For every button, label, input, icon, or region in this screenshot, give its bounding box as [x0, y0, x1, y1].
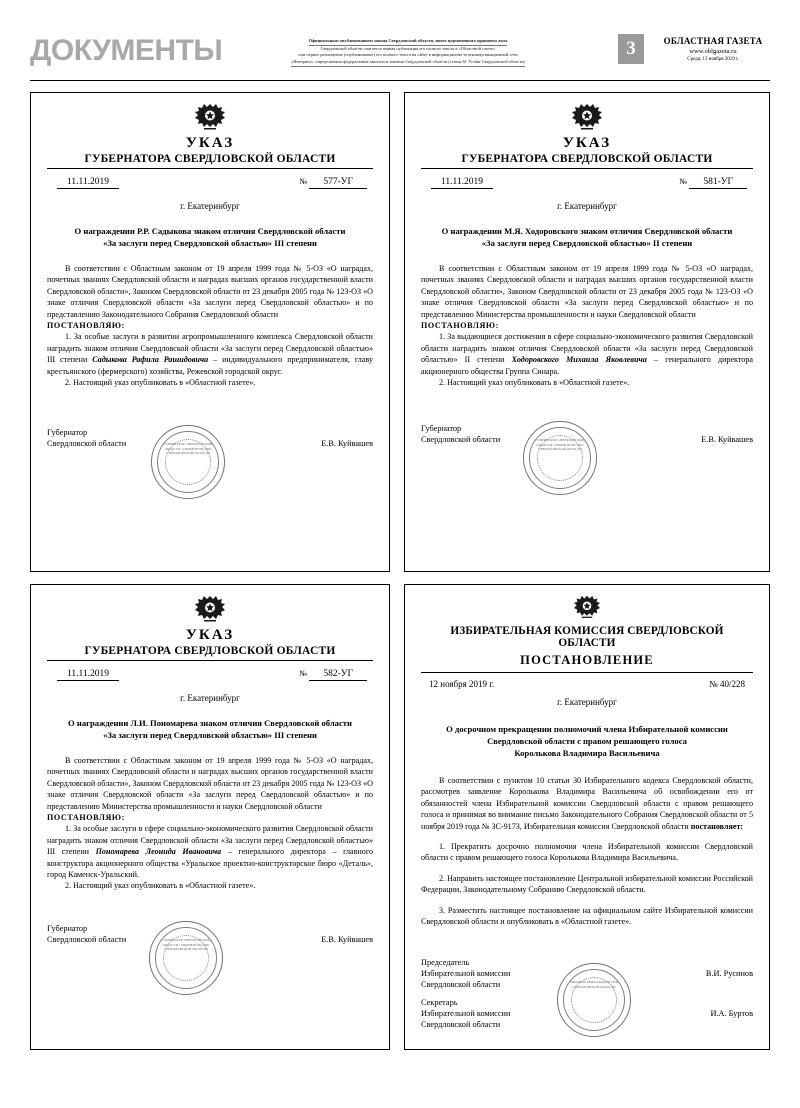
signature-name: Е.В. Куйвашев	[701, 435, 753, 444]
document-card-ukaz-577	[30, 92, 390, 572]
signature-role-line-2: Свердловской области	[421, 435, 501, 444]
document-heading-line-1: О награждении Л.И. Пономарева знаком отличия Свердловской области	[68, 718, 352, 728]
document-heading-line-2: «За заслуги перед Свердловской областью» III степени	[103, 238, 317, 248]
legal-note-line-4: «Интернет», определяемом федеральным законом и законом Свердловской области (статья 61 Устава Свердловской области)	[291, 59, 525, 67]
paper-info	[654, 36, 772, 62]
document-paragraph-1: В соответствии с пунктом 10 статьи 30 Избирательного кодекса Свердловской области, рассмотрев заявление Королькова Владимира Васильевича об освобождении его от обязанностей члена Избирательной комиссии Свердловской области с правом решающего голоса и принимая во внимание письмо Законодательного Собрания Свердловской области от 5 ноября 2019 года № ЗС-9173, Избирательная комиссия Свердловской области постановляет:	[421, 776, 753, 831]
sverdlovsk-coat-of-arms-icon	[572, 595, 602, 621]
signature-role-line-2: Избирательной комиссии	[421, 1009, 511, 1018]
document-date: 11.11.2019	[57, 177, 119, 189]
document-title: УКАЗ	[185, 627, 235, 643]
signature-role-line-1: Губернатор	[421, 424, 462, 433]
awardee-name: Ходоровского Михаила Яковлевича	[511, 355, 647, 365]
signature-name: И.А. Буртов	[710, 1009, 753, 1018]
document-item-2: 2. Направить настоящее постановление Центральной избирательной комиссии Российской Федерации, Законодательному Собранию Свердловской области.	[421, 873, 753, 895]
document-resolve-word: ПОСТАНОВЛЯЮ:	[47, 813, 125, 823]
document-date: 11.11.2019	[431, 177, 493, 189]
document-item-2: 2. Настоящий указ опубликовать в «Областной газете».	[439, 378, 630, 388]
document-subtitle: ГУБЕРНАТОРА СВЕРДЛОВСКОЙ ОБЛАСТИ	[421, 153, 753, 169]
document-subtitle: ГУБЕРНАТОРА СВЕРДЛОВСКОЙ ОБЛАСТИ	[47, 153, 373, 169]
signature-role-line-3: Свердловской области	[421, 1020, 501, 1029]
seal-text: ИЗБИРАТЕЛЬНАЯ КОМИССИЯ СВЕРДЛОВСКОЙ ОБЛАСТИ	[570, 980, 618, 989]
document-heading-line-2: «За заслуги перед Свердловской областью» II степени	[481, 238, 693, 248]
sverdlovsk-coat-of-arms-icon	[193, 595, 227, 625]
document-meta	[47, 177, 373, 199]
document-number-value: 581-УГ	[689, 177, 747, 189]
document-date: 11.11.2019	[57, 669, 119, 681]
signature-role-line-2: Свердловской области	[47, 935, 127, 944]
document-item-2: 2. Настоящий указ опубликовать в «Областной газете».	[65, 378, 256, 388]
document-body	[421, 775, 753, 927]
signature-role	[421, 957, 510, 990]
signature-role	[47, 427, 126, 449]
awardee-name: Пономарева Леонида Ивановича	[95, 847, 222, 857]
paper-website[interactable]: www.oblgazeta.ru	[689, 48, 737, 55]
document-heading-line-2: «За заслуги перед Свердловской областью» III степени	[103, 730, 317, 740]
document-heading-line-1: О награждении М.Я. Ходоровского знаком отличия Свердловской области	[441, 226, 733, 236]
signature-role-line-1: Губернатор	[47, 428, 88, 437]
document-paragraph-1: В соответствии с Областным законом от 19 апреля 1999 года № 5-ОЗ «О наградах, почетных званиях Свердловской области и наградах высших органов государственной власти Свердловской области», Законом Свердловской области от 23 декабря 2005 года № 123-ОЗ «О знаке отличия Свердловской области «За заслуги перед Свердловской областью» и по представлению Министерства промышленности и науки Свердловской области	[47, 756, 373, 811]
signature-name: Е.В. Куйвашев	[321, 439, 373, 448]
signature-name: Е.В. Куйвашев	[321, 935, 373, 944]
signature-role-line-1: Председатель	[421, 958, 470, 967]
official-seal-stamp	[149, 921, 223, 995]
document-card-ukaz-582	[30, 584, 390, 1050]
document-heading-line-3: Корольковa Владимира Васильевича	[514, 748, 660, 758]
document-paragraph-1: В соответствии с Областным законом от 19 апреля 1999 года № 5-ОЗ «О наградах, почетных званиях Свердловской области и наградах высших органов государственной власти Свердловской области», Законом Свердловской области от 23 декабря 2005 года № 123-ОЗ «О знаке отличия Свердловской области «За заслуги перед Свердловской областью» и по представлению Законодательного Собрания Свердловской области	[47, 264, 373, 319]
document-city: г. Екатеринбург	[557, 201, 617, 211]
document-body	[47, 263, 373, 388]
legal-note	[228, 38, 588, 67]
document-card-ukaz-581	[404, 92, 770, 572]
document-heading-line-1: О досрочном прекращении полномочий члена Избирательной комиссии	[446, 724, 728, 734]
signature-role	[421, 423, 500, 445]
document-resolve-word: постановляет:	[690, 821, 744, 831]
masthead-divider	[30, 80, 770, 81]
document-item-2: 2. Настоящий указ опубликовать в «Областной газете».	[65, 881, 256, 891]
document-subtitle: ГУБЕРНАТОРА СВЕРДЛОВСКОЙ ОБЛАСТИ	[47, 645, 373, 661]
document-heading	[55, 225, 365, 249]
signature-role-line-3: Свердловской области	[421, 980, 501, 989]
seal-text: ГУБЕРНАТОР СВЕРДЛОВСКОЙ ОБЛАСТИ • ПРАВИТЕЛЬСТВО СВЕРДЛОВСКОЙ ОБЛАСТИ	[535, 438, 585, 452]
page-number: 3	[618, 34, 644, 64]
document-heading	[429, 225, 745, 249]
paper-date: Среда, 13 ноября 2019 г.	[687, 57, 739, 62]
document-item-3: 3. Разместить настоящее постановление на официальном сайте Избирательной комиссии Свердловской области и опубликовать в «Областной газете».	[421, 905, 753, 927]
sverdlovsk-coat-of-arms-icon	[570, 103, 604, 133]
document-item-1: 1. За выдающиеся достижения в сфере социально-экономического развития Свердловской области наградить знаком отличия Свердловской области «За заслуги перед Свердловской областью» II степени Ходоровского Михаила Яковлевича – генерального директора акционерного общества Группа Синара.	[421, 332, 753, 376]
document-body	[421, 263, 753, 388]
official-seal-stamp	[151, 425, 225, 499]
signature-role-line-1: Губернатор	[47, 924, 88, 933]
document-meta	[47, 669, 373, 691]
document-item-1: 1. За особые заслуги в сфере социально-экономического развития Свердловской области наградить знаком отличия Свердловской области «За заслуги перед Свердловской областью» III степени Пономарева Леонида Ивановича – генерального директора – главного конструктора акционерного общества «Уральское проектно-конструкторское бюро «Деталь», город Каменск-Уральский.	[47, 824, 373, 880]
signature-role-line-2: Избирательной комиссии	[421, 969, 511, 978]
document-title: УКАЗ	[185, 135, 235, 151]
document-title: УКАЗ	[562, 135, 612, 151]
document-body	[47, 755, 373, 892]
sverdlovsk-coat-of-arms-icon	[193, 103, 227, 133]
signature-role-line-2: Свердловской области	[47, 439, 127, 448]
document-resolve-word: ПОСТАНОВЛЯЮ:	[47, 321, 125, 331]
document-heading	[55, 717, 365, 741]
document-meta	[421, 679, 753, 695]
document-number: № 581-УГ	[679, 177, 747, 189]
document-heading-line-2: Свердловской области с правом решающего голоса	[487, 736, 687, 746]
official-seal-stamp	[557, 963, 631, 1037]
signature-role	[47, 923, 126, 945]
signature-role	[421, 997, 510, 1030]
commission-title: ИЗБИРАТЕЛЬНАЯ КОМИССИЯ СВЕРДЛОВСКОЙ ОБЛАСТИ	[450, 625, 724, 649]
document-meta	[421, 177, 753, 199]
legal-note-line-1: Официальным опубликованием закона Свердловской области, иного нормативного правового акта	[309, 38, 508, 46]
document-number: № 582-УГ	[299, 669, 367, 681]
document-subtitle: ПОСТАНОВЛЕНИЕ	[421, 653, 753, 673]
document-number-value: 582-УГ	[309, 669, 367, 681]
document-item-1: 1. Прекратить досрочно полномочия члена Избирательной комиссии Свердловской области с правом решающего голоса Королькова Владимира Васильевича.	[421, 842, 753, 863]
awardee-name: Садыкова Рафила Рашидовича	[92, 355, 209, 365]
document-number: № 40/228	[709, 679, 745, 689]
document-paragraph-1: В соответствии с Областным законом от 19 апреля 1999 года № 5-ОЗ «О наградах, почетных званиях Свердловской области и наградах высших органов государственной власти Свердловской области», Законом Свердловской области от 23 декабря 2005 года № 123-ОЗ «О знаке отличия Свердловской области «За заслуги перед Свердловской областью» и по представлению Министерства промышленности и науки Свердловской области	[421, 264, 753, 319]
official-seal-stamp	[523, 421, 597, 495]
document-city: г. Екатеринбург	[180, 693, 240, 703]
document-number-value: 577-УГ	[309, 177, 367, 189]
document-city: г. Екатеринбург	[180, 201, 240, 211]
document-heading-line-1: О награждении Р.Р. Садыкова знаком отличия Свердловской области	[74, 226, 346, 236]
document-heading	[429, 723, 745, 759]
seal-text: ГУБЕРНАТОР СВЕРДЛОВСКОЙ ОБЛАСТИ • ПРАВИТЕЛЬСТВО СВЕРДЛОВСКОЙ ОБЛАСТИ	[163, 442, 213, 456]
document-date: 12 ноября 2019 г.	[429, 679, 495, 689]
section-title: ДОКУМЕНТЫ	[30, 34, 223, 67]
document-item-1: 1. За особые заслуги в развитии агропромышленного комплекса Свердловской области наградить знаком отличия Свердловской области «За заслуги перед Свердловской областью» III степени Садыкова Рафила Рашидовича – индивидуального предпринимателя, главу крестьянского (фермерского) хозяйства, Режевской городской округ.	[47, 332, 373, 376]
signature-role-line-1: Секретарь	[421, 998, 458, 1007]
document-city: г. Екатеринбург	[557, 697, 617, 707]
document-number: № 577-УГ	[299, 177, 367, 189]
paper-name: ОБЛАСТНАЯ ГАЗЕТА	[663, 36, 763, 46]
document-card-postanovlenie-40-228	[404, 584, 770, 1050]
document-resolve-word: ПОСТАНОВЛЯЮ:	[421, 321, 499, 331]
masthead	[30, 36, 770, 76]
signature-name: В.И. Русинов	[705, 969, 753, 978]
legal-note-line-2: Свердловской области считается первая публикация его полного текста в «Областной газете»	[320, 46, 496, 52]
seal-text: ГУБЕРНАТОР СВЕРДЛОВСКОЙ ОБЛАСТИ • ПРАВИТЕЛЬСТВО СВЕРДЛОВСКОЙ ОБЛАСТИ	[161, 938, 211, 952]
legal-note-line-3: или первое размещение (опубликование) его полного текста на сайте в информационно-телекоммуникационной сети	[298, 52, 518, 58]
